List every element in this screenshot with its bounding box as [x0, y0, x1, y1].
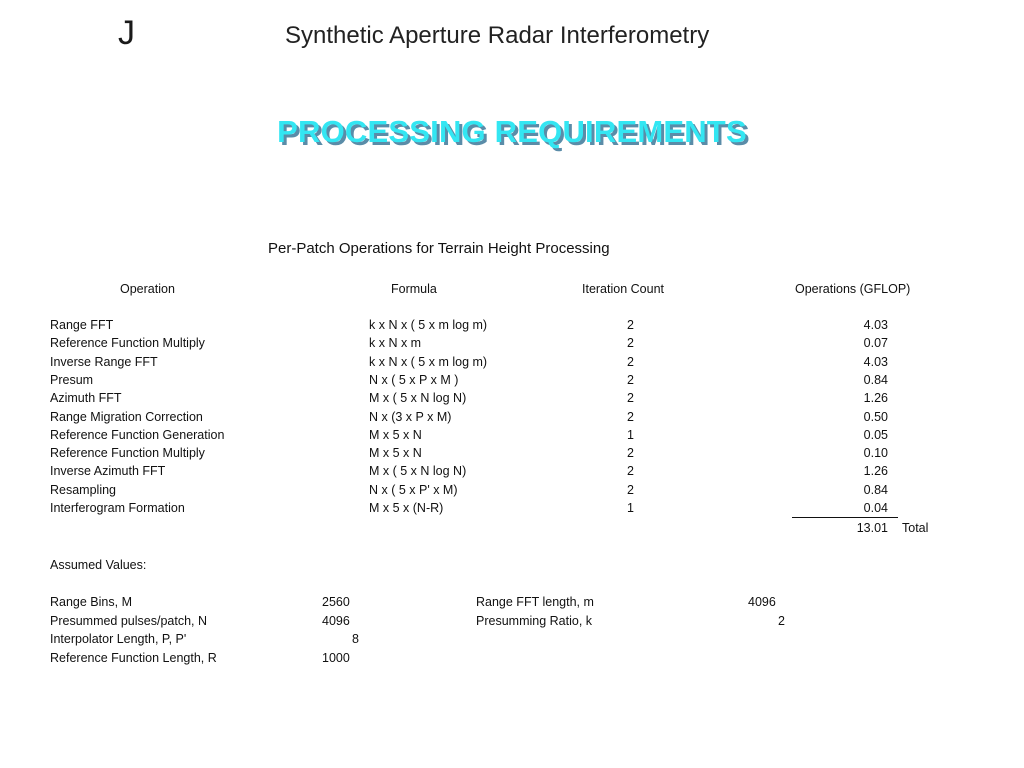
header-title: Synthetic Aperture Radar Interferometry [285, 22, 710, 49]
assumed-values-heading: Assumed Values: [50, 558, 147, 572]
operation-cell: Inverse Azimuth FFT [50, 464, 166, 479]
formula-cell: M x 5 x N [369, 446, 422, 461]
iteration-count-cell: 2 [627, 482, 634, 497]
formula-cell: M x ( 5 x N log N) [369, 464, 467, 479]
gflop-cell: 0.84 [863, 372, 888, 387]
logo-letter: J [118, 14, 135, 52]
iteration-count-cell: 1 [627, 501, 634, 515]
assumed-name: Reference Function Length, R [50, 650, 217, 665]
page-title: PROCESSING REQUIREMENTS [277, 114, 747, 149]
operation-cell: Presum [50, 372, 94, 387]
iteration-count-cell: 2 [627, 318, 634, 332]
operation-cell: Resampling [50, 482, 117, 497]
gflop-cell: 1.26 [863, 464, 888, 479]
header-formula: Formula [391, 282, 437, 296]
gflop-cell: 0.84 [863, 482, 888, 497]
assumed-value: 2560 [322, 595, 350, 609]
assumed-value: 4096 [322, 613, 350, 628]
formula-cell: k x N x ( 5 x m log m) [369, 318, 488, 332]
gflop-cell: 0.05 [863, 427, 888, 442]
assumed-value-2: 4096 [748, 595, 776, 609]
iteration-count-cell: 2 [627, 336, 634, 351]
assumed-value: 1000 [322, 650, 350, 665]
formula-cell: M x ( 5 x N log N) [369, 391, 467, 406]
gflop-cell: 0.50 [863, 409, 888, 424]
assumed-value-2: 2 [778, 613, 785, 628]
formula-cell: k x N x ( 5 x m log m) [369, 354, 488, 369]
operation-cell: Azimuth FFT [50, 391, 122, 406]
formula-cell: M x 5 x N [369, 427, 422, 442]
formula-cell: M x 5 x (N-R) [369, 501, 444, 515]
formula-cell: N x (3 x P x M) [369, 409, 452, 424]
total-rule [792, 517, 898, 518]
operation-cell: Reference Function Multiply [50, 336, 205, 351]
iteration-count-cell: 2 [627, 354, 634, 369]
assumed-value: 8 [352, 632, 359, 646]
table-title: Per-Patch Operations for Terrain Height Processing [268, 240, 610, 257]
iteration-count-cell: 1 [627, 427, 634, 442]
formula-cell: N x ( 5 x P' x M) [369, 482, 458, 497]
operation-cell: Range FFT [50, 318, 114, 332]
header-operation: Operation [120, 282, 175, 296]
gflop-cell: 4.03 [863, 318, 888, 332]
iteration-count-cell: 2 [627, 446, 634, 461]
operation-cell: Inverse Range FFT [50, 354, 158, 369]
operation-cell: Reference Function Generation [50, 427, 225, 442]
assumed-name-2: Range FFT length, m [476, 595, 594, 609]
gflop-cell: 0.04 [863, 501, 888, 515]
iteration-count-cell: 2 [627, 391, 634, 406]
total-label: Total [902, 521, 929, 535]
formula-cell: k x N x m [369, 336, 422, 351]
assumed-name: Presummed pulses/patch, N [50, 613, 208, 628]
header-gflop: Operations (GFLOP) [795, 282, 911, 296]
gflop-cell: 1.26 [863, 391, 888, 406]
assumed-name: Interpolator Length, P, P' [50, 632, 187, 646]
total-value: 13.01 [856, 521, 888, 535]
operation-cell: Reference Function Multiply [50, 446, 205, 461]
gflop-cell: 4.03 [863, 354, 888, 369]
gflop-cell: 0.07 [863, 336, 888, 351]
assumed-name: Range Bins, M [50, 595, 132, 609]
assumed-name-2: Presumming Ratio, k [476, 613, 593, 628]
iteration-count-cell: 2 [627, 409, 634, 424]
operation-cell: Interferogram Formation [50, 501, 185, 515]
gflop-cell: 0.10 [863, 446, 888, 461]
header-iteration-count: Iteration Count [582, 282, 664, 296]
iteration-count-cell: 2 [627, 464, 634, 479]
operation-cell: Range Migration Correction [50, 409, 203, 424]
formula-cell: N x ( 5 x P x M ) [369, 372, 459, 387]
iteration-count-cell: 2 [627, 372, 634, 387]
